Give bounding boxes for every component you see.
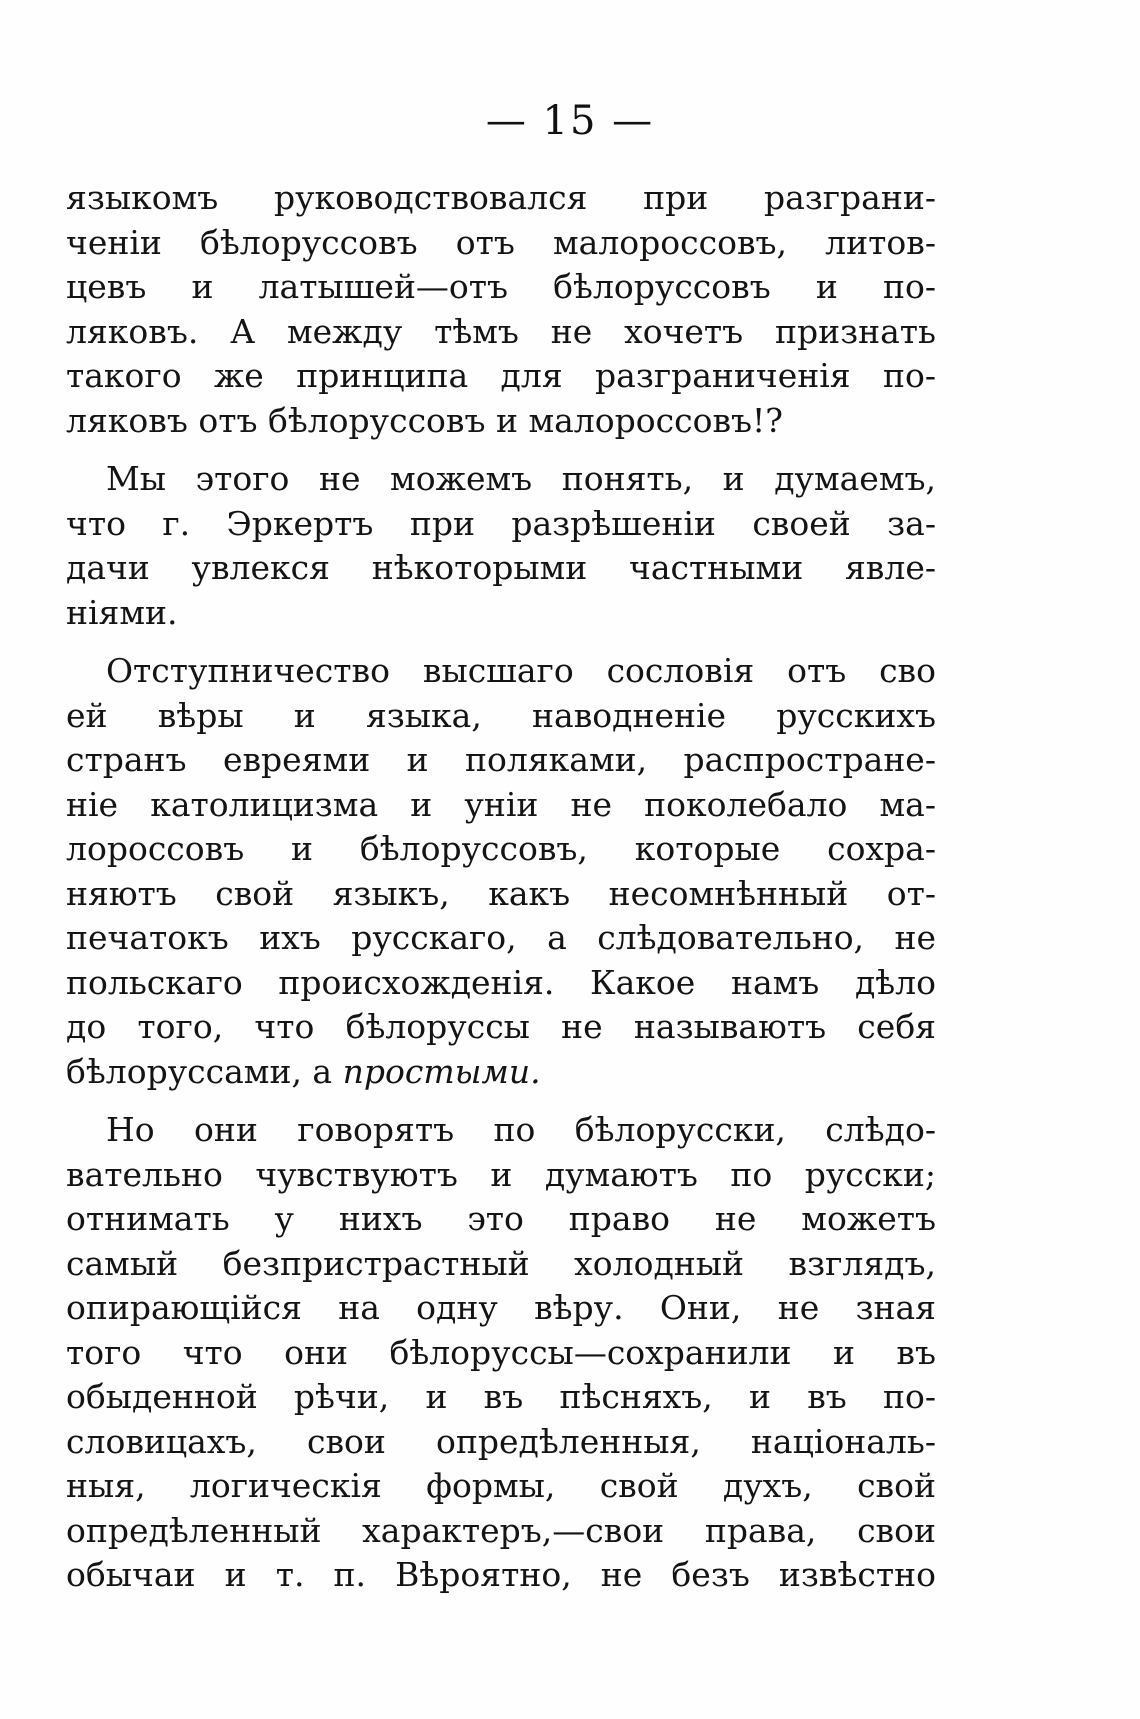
text-line: Но они говорятъ по бѣлорусски, слѣдо- (106, 1110, 936, 1149)
text-line: Мы этого не можемъ понять, и думаемъ, (106, 459, 936, 498)
body-text (66, 176, 936, 1598)
page-number: — 15 — (485, 98, 655, 144)
paragraph-2 (66, 457, 936, 635)
text-line: до того, что бѣлоруссы не называютъ себя (66, 1007, 936, 1046)
text-line: опирающійся на одну вѣру. Они, не зная (66, 1288, 936, 1327)
text-line: польскаго происхожденія. Какое намъ дѣло (66, 962, 936, 1002)
text-line: печатокъ ихъ русскаго, а слѣдовательно, не (66, 918, 936, 957)
text-line: обычаи и т. п. Вѣроятно, не безъ извѣстно (66, 1555, 936, 1594)
text-line: языкомъ руководствовался при разграни- (66, 178, 936, 217)
paragraph-3 (66, 649, 936, 1094)
text-line: дачи увлекся нѣкоторыми частными явле- (66, 548, 936, 587)
text-line: ченіи бѣлоруссовъ отъ малороссовъ, литов- (66, 222, 936, 262)
paragraph-4 (66, 1108, 936, 1598)
text-line: того что они бѣлоруссы—сохранили и въ (66, 1332, 936, 1372)
text-line: самый безпристрастный холодный взглядъ, (66, 1243, 936, 1283)
text-line: Отступничество высшаго сословія отъ сво (106, 651, 936, 690)
text-line: что г. Эркертъ при разрѣшеніи своей за- (66, 503, 936, 543)
text-line: вательно чувствуютъ и думаютъ по русски; (66, 1154, 936, 1194)
text-line: ныя, логическія формы, свой духъ, свой (66, 1466, 936, 1505)
text-line: цевъ и латышей—отъ бѣлоруссовъ и по- (66, 267, 936, 306)
italic-word: простыми. (342, 1051, 541, 1091)
paragraph-1 (66, 176, 936, 443)
text-line: такого же принципа для разграниченія по- (66, 356, 936, 395)
text-line: лороссовъ и бѣлоруссовъ, которые сохра- (66, 829, 936, 868)
text-line (66, 1050, 936, 1095)
text-line: ніе католицизма и уніи не поколебало ма- (66, 784, 936, 824)
text-line: опредѣленный характеръ,—свои права, свои (66, 1510, 936, 1550)
text-line: ей вѣры и языка, наводненіе русскихъ (66, 695, 936, 735)
text-line: ніями. (66, 592, 178, 632)
text-line: ляковъ отъ бѣлоруссовъ и малороссовъ!? (66, 400, 783, 440)
text-line: странъ евреями и поляками, распростране- (66, 740, 936, 779)
text-line: словицахъ, свои опредѣленныя, національ- (66, 1421, 936, 1461)
text-line: няютъ свой языкъ, какъ несомнѣнный от- (66, 873, 936, 913)
text-line: обыденной рѣчи, и въ пѣсняхъ, и въ по- (66, 1377, 936, 1416)
text-line: ляковъ. А между тѣмъ не хочетъ признать (66, 311, 936, 351)
text-fragment: бѣлоруссами, а (66, 1051, 343, 1091)
text-line: отнимать у нихъ это право не можетъ (66, 1199, 936, 1238)
